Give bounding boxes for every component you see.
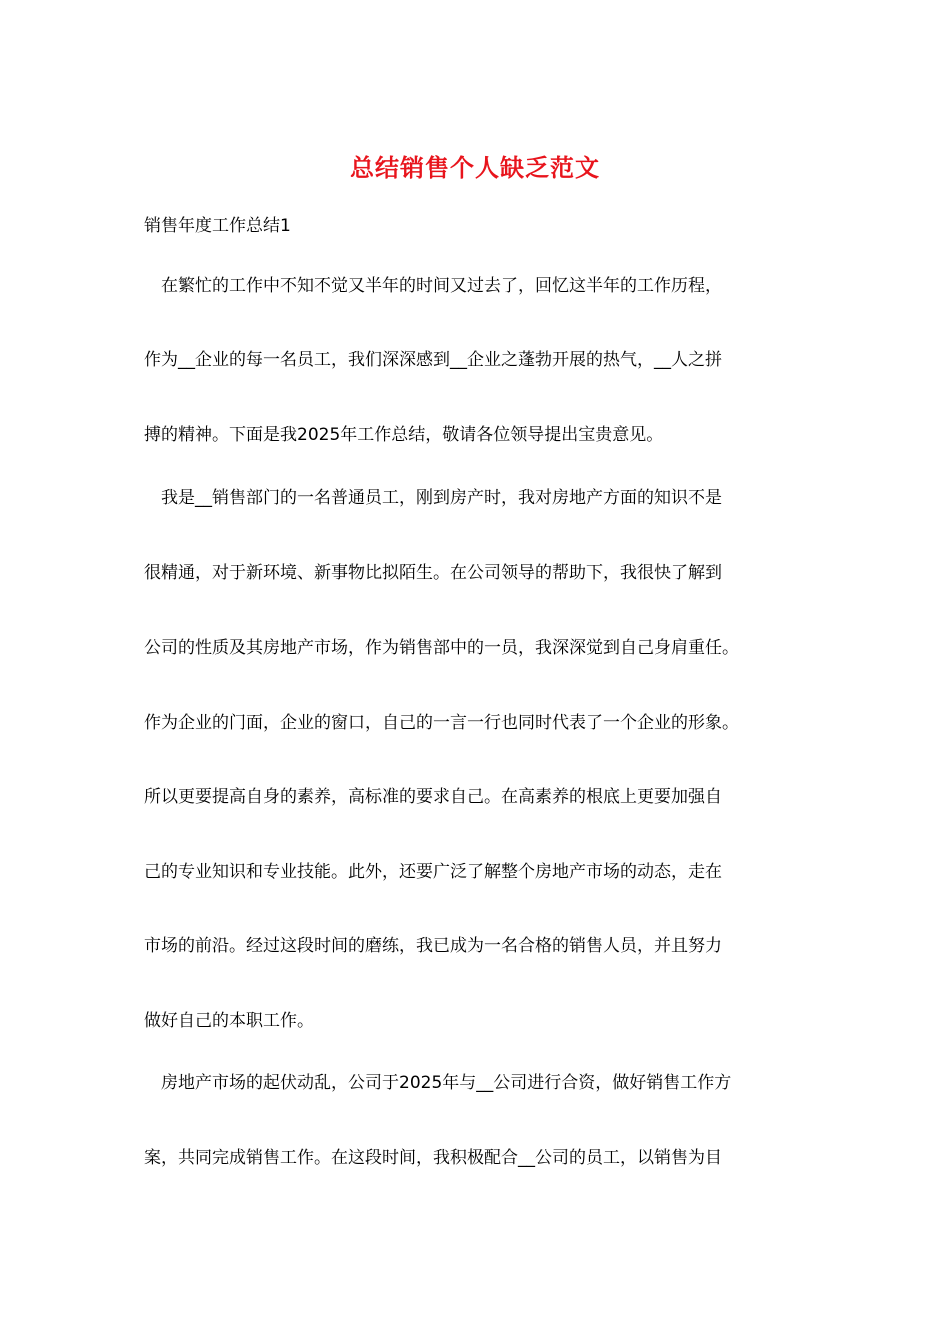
body-line: 做好自己的本职工作。	[144, 1011, 314, 1031]
body-line: 市场的前沿。经过这段时间的磨练，我已成为一名合格的销售人员，并且努力	[144, 936, 722, 956]
body-line: 公司的性质及其房地产市场，作为销售部中的一员，我深深觉到自己身肩重任。	[144, 638, 739, 658]
section-heading: 销售年度工作总结1	[144, 216, 291, 236]
body-line: 在繁忙的工作中不知不觉又半年的时间又过去了，回忆这半年的工作历程，	[144, 276, 722, 296]
body-line: 房地产市场的起伏动乱，公司于2025年与__公司进行合资，做好销售工作方	[144, 1073, 732, 1093]
body-line: 所以更要提高自身的素养，高标准的要求自己。在高素养的根底上更要加强自	[144, 787, 722, 807]
document-title: 总结销售个人缺乏范文	[350, 153, 600, 182]
body-line: 己的专业知识和专业技能。此外，还要广泛了解整个房地产市场的动态，走在	[144, 862, 722, 882]
body-line: 很精通，对于新环境、新事物比拟陌生。在公司领导的帮助下，我很快了解到	[144, 563, 722, 583]
body-line: 案，共同完成销售工作。在这段时间，我积极配合__公司的员工，以销售为目	[144, 1148, 722, 1168]
body-line: 搏的精神。下面是我2025年工作总结，敬请各位领导提出宝贵意见。	[144, 425, 664, 445]
body-line: 我是__销售部门的一名普通员工，刚到房产时，我对房地产方面的知识不是	[144, 488, 722, 508]
body-line: 作为企业的门面，企业的窗口，自己的一言一行也同时代表了一个企业的形象。	[144, 713, 739, 733]
body-line: 作为__企业的每一名员工，我们深深感到__企业之蓬勃开展的热气，__人之拼	[144, 350, 722, 370]
